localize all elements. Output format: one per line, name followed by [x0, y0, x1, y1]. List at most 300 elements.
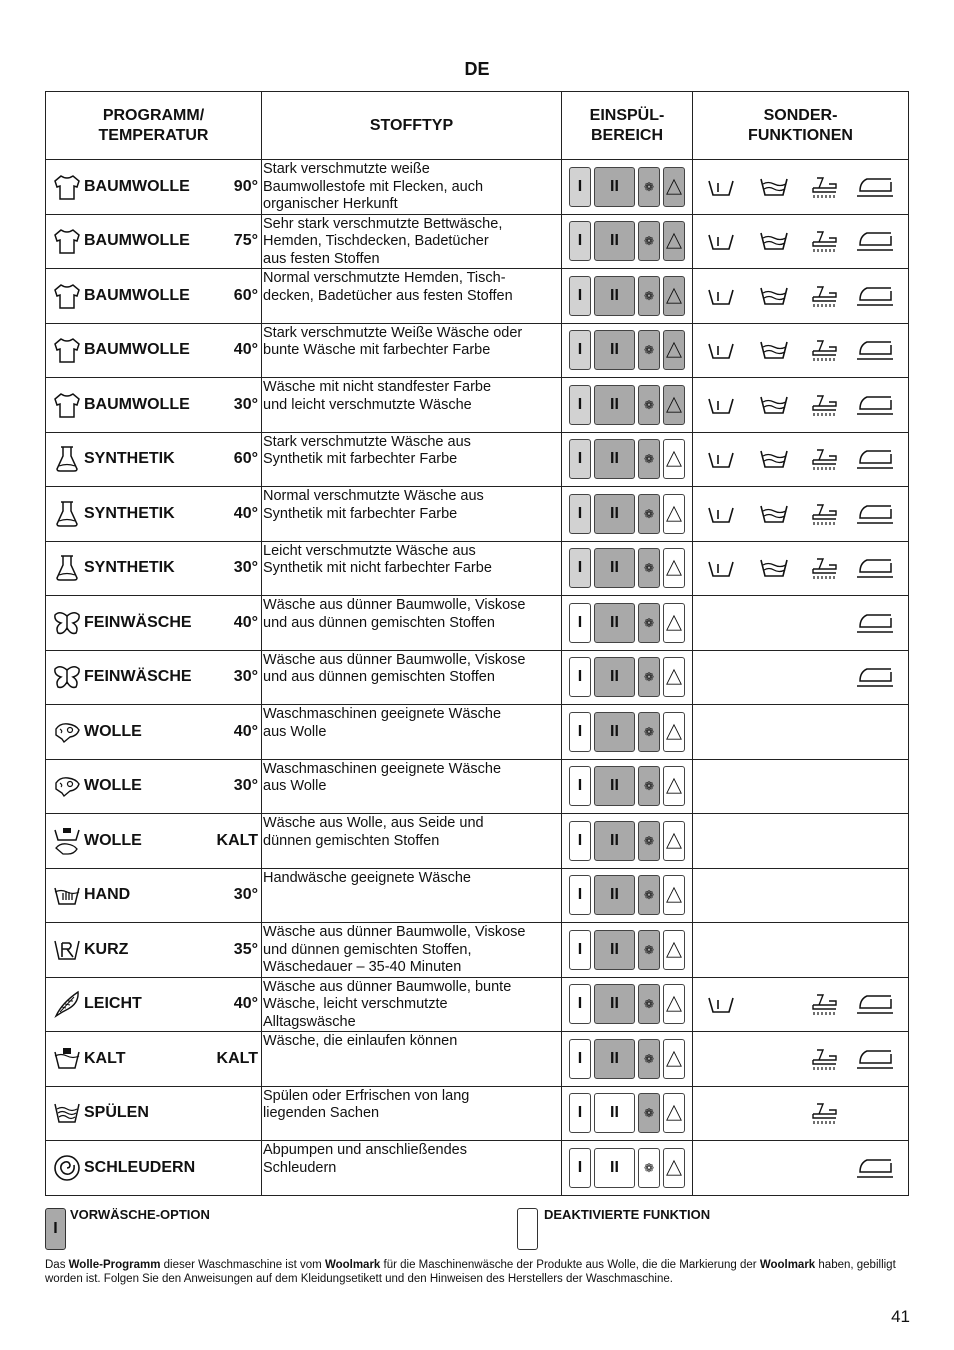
table-row — [46, 1141, 909, 1196]
bleach-compartment — [663, 984, 685, 1024]
special-functions-cell — [693, 923, 909, 978]
no-spin-icon — [855, 174, 895, 200]
softener-compartment — [638, 494, 660, 534]
flower-icon: ❁ — [643, 670, 655, 685]
main-wash-compartment: II — [594, 167, 635, 207]
compartment-cell — [562, 432, 693, 487]
woolmark-note: Das Wolle-Programm dieser Waschmaschine ist vom Woolmark für die Maschinenwäsche der Produkte aus Wolle, die die Markierung der Woolmark haben, gebilligt worden ist. Folgen Sie den Anweisungen auf dem Kleidungsetikett und den Hinweisen des Herstellers der Waschmaschine. — [45, 1259, 896, 1285]
table-row — [46, 269, 909, 324]
special-functions-cell — [693, 541, 909, 596]
page-number: 41 — [891, 1307, 910, 1326]
no-spin-icon — [855, 664, 895, 690]
bleach-compartment — [663, 385, 685, 425]
bleach-compartment — [663, 603, 685, 643]
bleach-compartment — [663, 330, 685, 370]
bleach-compartment — [663, 930, 685, 970]
flower-icon: ❁ — [643, 724, 655, 739]
softener-compartment — [638, 1039, 660, 1079]
main-wash-compartment: II — [594, 984, 635, 1024]
program-cell — [46, 868, 262, 923]
bleach-triangle-icon — [665, 448, 683, 470]
prewash-icon — [703, 555, 743, 581]
program-name: WOLLE — [84, 831, 142, 849]
bleach-compartment — [663, 1148, 685, 1188]
main-wash-compartment: II — [594, 494, 635, 534]
flower-icon: ❁ — [643, 888, 655, 903]
fabric-description: Wäsche aus dünner Baumwolle, bunte Wäsche, leicht verschmutzte Alltagswäsche — [262, 977, 562, 1032]
table-row — [46, 214, 909, 269]
prewash-compartment: I — [569, 1039, 591, 1079]
compartment-cell — [562, 214, 693, 269]
legend-deactivated-box — [517, 1208, 538, 1250]
special-functions-cell — [693, 868, 909, 923]
compartment-cell — [562, 487, 693, 542]
program-cell — [46, 214, 262, 269]
extra-rinse-icon — [755, 555, 795, 581]
program-temperature: 30° — [233, 395, 258, 413]
easy-iron-icon — [807, 501, 847, 527]
delicate-butterfly-icon — [52, 662, 82, 692]
prewash-icon — [703, 174, 743, 200]
prewash-compartment: I — [569, 167, 591, 207]
prewash-compartment: I — [569, 385, 591, 425]
prewash-compartment: I — [569, 603, 591, 643]
fabric-description: Normal verschmutzte Hemden, Tisch- decken, Badetücher aus festen Stoffen — [262, 269, 562, 324]
flower-icon: ❁ — [643, 997, 655, 1012]
program-temperature: 30° — [233, 886, 258, 904]
hand-wash-icon — [52, 880, 82, 910]
softener-compartment — [638, 385, 660, 425]
no-spin-icon — [855, 283, 895, 309]
main-wash-compartment: II — [594, 603, 635, 643]
bleach-compartment — [663, 821, 685, 861]
special-functions-cell — [693, 596, 909, 651]
program-name: BAUMWOLLE — [84, 286, 190, 304]
extra-rinse-icon — [755, 283, 795, 309]
prewash-icon — [703, 446, 743, 472]
prewash-icon — [703, 337, 743, 363]
flower-icon: ❁ — [643, 779, 655, 794]
bleach-triangle-icon — [665, 176, 683, 198]
prewash-compartment: I — [569, 984, 591, 1024]
special-functions-cell — [693, 269, 909, 324]
cotton-shirt-icon — [52, 172, 82, 202]
bleach-triangle-icon — [665, 775, 683, 797]
main-wash-compartment: II — [594, 221, 635, 261]
program-cell — [46, 759, 262, 814]
program-temperature: 60° — [233, 286, 258, 304]
no-spin-icon — [855, 555, 895, 581]
program-name: FEINWÄSCHE — [84, 668, 192, 686]
table-row — [46, 323, 909, 378]
no-spin-icon — [855, 392, 895, 418]
fabric-description: Wäsche aus dünner Baumwolle, Viskose und aus dünnen gemischten Stoffen — [262, 596, 562, 651]
extra-rinse-icon — [755, 337, 795, 363]
legend-deactivated-label: DEAKTIVIERTE FUNKTION — [544, 1207, 711, 1222]
prewash-compartment: I — [569, 930, 591, 970]
prewash-compartment: I — [569, 657, 591, 697]
special-functions-cell — [693, 705, 909, 760]
compartment-cell — [562, 977, 693, 1032]
program-temperature: KALT — [216, 831, 258, 849]
compartment-cell — [562, 705, 693, 760]
fabric-description: Normal verschmutzte Wäsche aus Synthetik mit farbechter Farbe — [262, 487, 562, 542]
fabric-description: Waschmaschinen geeignete Wäsche aus Wolle — [262, 705, 562, 760]
prewash-icon — [703, 228, 743, 254]
easy-iron-icon — [807, 174, 847, 200]
bleach-triangle-icon — [665, 612, 683, 634]
program-name: SCHLEUDERN — [84, 1158, 196, 1176]
extra-rinse-icon — [755, 228, 795, 254]
easy-iron-icon — [807, 1046, 847, 1072]
table-row — [46, 650, 909, 705]
table-row — [46, 705, 909, 760]
prewash-compartment: I — [569, 548, 591, 588]
bleach-triangle-icon — [665, 394, 683, 416]
program-temperature: KALT — [216, 1049, 258, 1067]
special-functions-cell — [693, 650, 909, 705]
fabric-description: Sehr stark verschmutzte Bettwäsche, Hemden, Tischdecken, Badetücher aus festen Stoffen — [262, 214, 562, 269]
program-cell — [46, 160, 262, 215]
easy-iron-icon — [807, 1100, 847, 1126]
prewash-compartment: I — [569, 766, 591, 806]
cotton-shirt-icon — [52, 281, 82, 311]
softener-compartment — [638, 548, 660, 588]
program-cell — [46, 1032, 262, 1087]
program-cell — [46, 596, 262, 651]
program-name: BAUMWOLLE — [84, 232, 190, 250]
easy-iron-icon — [807, 446, 847, 472]
program-name: HAND — [84, 886, 131, 904]
flower-icon: ❁ — [643, 1051, 655, 1066]
bleach-compartment — [663, 548, 685, 588]
bleach-compartment — [663, 766, 685, 806]
main-wash-compartment: II — [594, 875, 635, 915]
no-spin-icon — [855, 991, 895, 1017]
main-wash-compartment: II — [594, 1148, 635, 1188]
header-fabric: STOFFTYP — [262, 92, 562, 160]
compartment-cell — [562, 868, 693, 923]
program-cell — [46, 1086, 262, 1141]
softener-compartment — [638, 221, 660, 261]
prewash-compartment: I — [569, 494, 591, 534]
fabric-description: Stark verschmutzte Weiße Wäsche oder bunte Wäsche mit farbechter Farbe — [262, 323, 562, 378]
prewash-icon — [703, 392, 743, 418]
special-functions-cell — [693, 1141, 909, 1196]
special-functions-cell — [693, 977, 909, 1032]
program-name: WOLLE — [84, 722, 142, 740]
bleach-compartment — [663, 439, 685, 479]
flower-icon: ❁ — [643, 288, 655, 303]
program-cell — [46, 923, 262, 978]
program-name: SYNTHETIK — [84, 559, 175, 577]
program-name: LEICHT — [84, 995, 142, 1013]
program-temperature: 75° — [233, 232, 258, 250]
language-code: DE — [464, 59, 490, 79]
no-spin-icon — [855, 337, 895, 363]
bleach-triangle-icon — [665, 557, 683, 579]
easy-iron-icon — [807, 337, 847, 363]
prewash-compartment: I — [569, 330, 591, 370]
compartment-cell — [562, 759, 693, 814]
fabric-description: Leicht verschmutzte Wäsche aus Synthetik mit nicht farbechter Farbe — [262, 541, 562, 596]
bleach-triangle-icon — [665, 939, 683, 961]
special-functions-cell — [693, 323, 909, 378]
fabric-description: Wäsche aus dünner Baumwolle, Viskose und aus dünnen gemischten Stoffen — [262, 650, 562, 705]
special-functions-cell — [693, 1032, 909, 1087]
flower-icon: ❁ — [643, 561, 655, 576]
prewash-compartment: I — [569, 1148, 591, 1188]
prewash-icon — [703, 283, 743, 309]
flower-icon: ❁ — [643, 452, 655, 467]
no-spin-icon — [855, 1155, 895, 1181]
bleach-compartment — [663, 494, 685, 534]
easy-iron-icon — [807, 283, 847, 309]
softener-compartment — [638, 276, 660, 316]
program-name: SPÜLEN — [84, 1104, 149, 1122]
table-row — [46, 160, 909, 215]
program-name: BAUMWOLLE — [84, 341, 190, 359]
special-functions-cell — [693, 378, 909, 433]
cotton-shirt-icon — [52, 226, 82, 256]
softener-compartment — [638, 875, 660, 915]
flower-icon: ❁ — [643, 397, 655, 412]
softener-compartment — [638, 712, 660, 752]
program-name: BAUMWOLLE — [84, 177, 190, 195]
delicate-butterfly-icon — [52, 608, 82, 638]
softener-compartment — [638, 766, 660, 806]
synthetic-flask-icon — [52, 444, 82, 474]
wool-sheep-icon — [52, 771, 82, 801]
easy-iron-icon — [807, 392, 847, 418]
bleach-triangle-icon — [665, 503, 683, 525]
flower-icon: ❁ — [643, 1160, 655, 1175]
no-spin-icon — [855, 501, 895, 527]
bleach-compartment — [663, 276, 685, 316]
main-wash-compartment: II — [594, 385, 635, 425]
header-compartment: EINSPÜL- BEREICH — [562, 92, 693, 160]
softener-compartment — [638, 930, 660, 970]
header-special-functions: SONDER- FUNKTIONEN — [693, 92, 909, 160]
compartment-cell — [562, 814, 693, 869]
program-cell — [46, 487, 262, 542]
fabric-description: Stark verschmutzte weiße Baumwollestofe mit Flecken, auch organischer Herkunft — [262, 160, 562, 215]
bleach-triangle-icon — [665, 339, 683, 361]
spin-icon — [52, 1153, 82, 1183]
flower-icon: ❁ — [643, 833, 655, 848]
bleach-triangle-icon — [665, 230, 683, 252]
cotton-shirt-icon — [52, 390, 82, 420]
program-temperature: 40° — [233, 613, 258, 631]
program-name: SYNTHETIK — [84, 450, 175, 468]
special-functions-cell — [693, 214, 909, 269]
flower-icon: ❁ — [643, 179, 655, 194]
bleach-triangle-icon — [665, 1048, 683, 1070]
table-row — [46, 759, 909, 814]
fabric-description: Spülen oder Erfrischen von lang liegenden Sachen — [262, 1086, 562, 1141]
main-wash-compartment: II — [594, 930, 635, 970]
table-row — [46, 814, 909, 869]
program-cell — [46, 541, 262, 596]
program-temperature: 30° — [233, 559, 258, 577]
program-name: FEINWÄSCHE — [84, 613, 192, 631]
program-temperature: 30° — [233, 777, 258, 795]
table-row — [46, 923, 909, 978]
extra-rinse-icon — [755, 392, 795, 418]
easy-iron-icon — [807, 991, 847, 1017]
prewash-compartment: I — [569, 1093, 591, 1133]
bleach-triangle-icon — [665, 721, 683, 743]
bleach-compartment — [663, 167, 685, 207]
prewash-compartment: I — [569, 821, 591, 861]
table-row — [46, 596, 909, 651]
program-name: KURZ — [84, 940, 129, 958]
softener-compartment — [638, 439, 660, 479]
bleach-triangle-icon — [665, 884, 683, 906]
compartment-cell — [562, 596, 693, 651]
table-row — [46, 1086, 909, 1141]
wool-cold-icon — [52, 826, 82, 856]
program-cell — [46, 705, 262, 760]
no-spin-icon — [855, 228, 895, 254]
flower-icon: ❁ — [643, 615, 655, 630]
easy-iron-icon — [807, 555, 847, 581]
program-cell — [46, 432, 262, 487]
main-wash-compartment: II — [594, 657, 635, 697]
program-temperature: 40° — [233, 504, 258, 522]
legend-prewash-box: I — [45, 1208, 66, 1250]
prewash-compartment: I — [569, 276, 591, 316]
bleach-compartment — [663, 712, 685, 752]
compartment-cell — [562, 269, 693, 324]
fabric-description: Wäsche mit nicht standfester Farbe und leicht verschmutzte Wäsche — [262, 378, 562, 433]
compartment-cell — [562, 160, 693, 215]
no-spin-icon — [855, 1046, 895, 1072]
fabric-description: Wäsche aus dünner Baumwolle, Viskose und dünnen gemischten Stoffen, Wäschedauer – 35-40 Minuten — [262, 923, 562, 978]
fabric-description: Wäsche aus Wolle, aus Seide und dünnen gemischten Stoffen — [262, 814, 562, 869]
table-header-row — [46, 92, 909, 160]
program-name: SYNTHETIK — [84, 504, 175, 522]
program-temperature: 35° — [233, 940, 258, 958]
bleach-triangle-icon — [665, 1102, 683, 1124]
wool-sheep-icon — [52, 717, 82, 747]
bleach-compartment — [663, 221, 685, 261]
compartment-cell — [562, 378, 693, 433]
main-wash-compartment: II — [594, 276, 635, 316]
bleach-compartment — [663, 875, 685, 915]
program-name: BAUMWOLLE — [84, 395, 190, 413]
table-row — [46, 1032, 909, 1087]
compartment-cell — [562, 650, 693, 705]
bleach-triangle-icon — [665, 666, 683, 688]
flower-icon: ❁ — [643, 1106, 655, 1121]
main-wash-compartment: II — [594, 821, 635, 861]
softener-compartment — [638, 984, 660, 1024]
program-temperature: 60° — [233, 450, 258, 468]
special-functions-cell — [693, 432, 909, 487]
fabric-description: Handwäsche geeignete Wäsche — [262, 868, 562, 923]
table-row — [46, 432, 909, 487]
no-spin-icon — [855, 610, 895, 636]
softener-compartment — [638, 330, 660, 370]
main-wash-compartment: II — [594, 1093, 635, 1133]
bleach-triangle-icon — [665, 1157, 683, 1179]
softener-compartment — [638, 167, 660, 207]
program-name: WOLLE — [84, 777, 142, 795]
easy-iron-icon — [807, 228, 847, 254]
program-cell — [46, 269, 262, 324]
main-wash-compartment: II — [594, 439, 635, 479]
quick-wash-icon — [52, 935, 82, 965]
prewash-icon — [703, 501, 743, 527]
main-wash-compartment: II — [594, 1039, 635, 1079]
fabric-description: Waschmaschinen geeignete Wäsche aus Wolle — [262, 759, 562, 814]
program-cell — [46, 378, 262, 433]
main-wash-compartment: II — [594, 712, 635, 752]
compartment-cell — [562, 1032, 693, 1087]
cold-wash-icon — [52, 1044, 82, 1074]
flower-icon: ❁ — [643, 942, 655, 957]
special-functions-cell — [693, 160, 909, 215]
compartment-cell — [562, 323, 693, 378]
compartment-cell — [562, 923, 693, 978]
extra-rinse-icon — [755, 446, 795, 472]
program-cell — [46, 977, 262, 1032]
rinse-icon — [52, 1098, 82, 1128]
prewash-compartment: I — [569, 221, 591, 261]
softener-compartment — [638, 1148, 660, 1188]
header-program: PROGRAMM/ TEMPERATUR — [46, 92, 262, 160]
main-wash-compartment: II — [594, 330, 635, 370]
flower-icon: ❁ — [643, 343, 655, 358]
compartment-cell — [562, 1086, 693, 1141]
program-temperature: 30° — [233, 668, 258, 686]
fabric-description: Wäsche, die einlaufen können — [262, 1032, 562, 1087]
flower-icon: ❁ — [643, 234, 655, 249]
main-wash-compartment: II — [594, 548, 635, 588]
program-temperature: 40° — [233, 341, 258, 359]
table-row — [46, 541, 909, 596]
bleach-triangle-icon — [665, 830, 683, 852]
bleach-compartment — [663, 1039, 685, 1079]
program-cell — [46, 323, 262, 378]
bleach-compartment — [663, 1093, 685, 1133]
prewash-compartment: I — [569, 875, 591, 915]
program-temperature: 40° — [233, 995, 258, 1013]
table-row — [46, 378, 909, 433]
synthetic-flask-icon — [52, 499, 82, 529]
table-row — [46, 487, 909, 542]
special-functions-cell — [693, 1086, 909, 1141]
cotton-shirt-icon — [52, 335, 82, 365]
table-row — [46, 977, 909, 1032]
fabric-description: Abpumpen und anschließendes Schleudern — [262, 1141, 562, 1196]
compartment-cell — [562, 541, 693, 596]
softener-compartment — [638, 657, 660, 697]
special-functions-cell — [693, 487, 909, 542]
special-functions-cell — [693, 759, 909, 814]
synthetic-flask-icon — [52, 553, 82, 583]
softener-compartment — [638, 1093, 660, 1133]
extra-rinse-icon — [755, 501, 795, 527]
prewash-compartment: I — [569, 439, 591, 479]
extra-rinse-icon — [755, 174, 795, 200]
special-functions-cell — [693, 814, 909, 869]
fabric-description: Stark verschmutzte Wäsche aus Synthetik mit farbechter Farbe — [262, 432, 562, 487]
prewash-icon — [703, 991, 743, 1017]
program-cell — [46, 1141, 262, 1196]
light-feather-icon — [52, 989, 82, 1019]
